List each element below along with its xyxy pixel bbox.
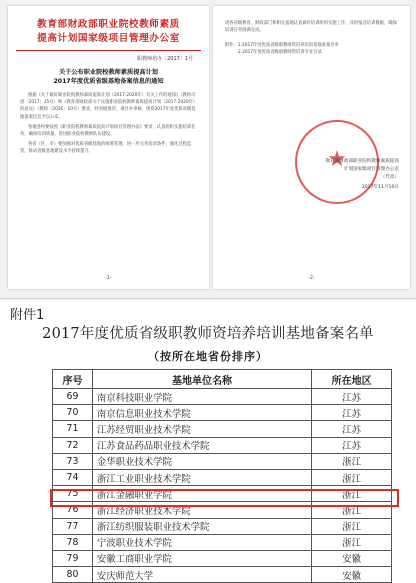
header-line-2: 提高计划国家级项目管理办公室 [37,33,180,44]
row-region: 江苏 [312,437,392,453]
row-region: 江苏 [312,405,392,421]
column-header-name: 基地单位名称 [92,370,311,389]
column-header-number: 序号 [53,370,93,389]
table-row [53,534,392,550]
row-number: 73 [53,453,93,469]
row-number: 70 [53,405,93,421]
row-name: 浙江金融职业学院 [92,486,311,502]
header-line-1: 教育部财政部职业院校教师素质 [37,19,180,30]
document-number: 职教师培办〔2017〕1号 [137,56,193,62]
table-row [53,389,392,405]
table-row [53,437,392,453]
row-number: 79 [53,550,93,566]
table-row [53,469,392,485]
row-region: 浙江 [312,534,392,550]
row-name: 浙江工业职业技术学院 [92,469,311,485]
row-region: 安徽 [312,550,392,566]
attachment-list [225,42,398,56]
table-row [53,421,392,437]
row-name: 浙江经济职业技术学院 [92,502,311,518]
notice-page-2 [213,6,410,289]
row-name: 南京科技职业学院 [92,389,311,405]
body-paragraph: 各地各校要按照《职业院校教师素质提高计划项目管理办法》要求，认真组织实施培训任务，确保培训质量，促进职业院校教师队伍建设。 [20,124,196,138]
signing-office-line-3: （代章） [380,175,399,180]
row-number: 78 [53,534,93,550]
row-region: 江苏 [312,421,392,437]
row-region: 浙江 [312,469,392,485]
issuing-office-header [8,18,209,46]
row-name: 浙江纺织服装职业技术学院 [92,518,311,534]
table-row [53,453,392,469]
body-paragraph: 各省（区、市）要加强对优质省级基地的统筹管理，进一步完善培训条件，强化过程监管，推动省级基地建设水平持续提升。 [20,142,192,155]
row-number: 71 [53,421,93,437]
sheet-title: 2017年度优质省级职教师资培养培训基地备案名单 [42,326,374,342]
signature-block [273,120,403,210]
table-row [53,518,392,534]
notice-body-continued [225,20,398,34]
section-divider [0,298,416,299]
row-region: 浙江 [312,502,392,518]
red-header-rule [16,50,201,51]
row-name: 宁波职业技术学院 [92,534,311,550]
row-region: 浙江 [312,453,392,469]
row-name: 安庆师范大学 [92,567,311,583]
base-roster-table [52,369,392,583]
row-number: 76 [53,502,93,518]
table-row [53,550,392,566]
body-paragraph: 根据《关于做好职业院校教师素质提高计划（2017-2020年）有关工作的通知》（教师司函〔2017〕35号）和《教育部财政部关于实施职业院校教师素质提高计划（2017-2020年）的意见》（教师〔2016〕10号）要求，经省级推荐、项目办审核，现将2017年度优质省级基地备案信息予以公布。 [20,93,196,120]
row-number: 74 [53,469,93,485]
signing-office-line-1: 教育部财政部职业院校教师素质提高 [325,159,399,164]
table-header-row [53,370,392,389]
column-header-region: 所在地区 [312,370,392,389]
notice-title-line-1: 关于公布职业院校教师素质提高计划 [59,69,158,76]
row-name: 江苏食品药品职业技术学院 [92,437,311,453]
notice-page-1 [8,6,209,289]
table-row [53,567,392,583]
signing-date: 2017年11月10日 [361,185,399,190]
body-paragraph: 请各省级教育、财政部门和相关基地认真做好培训组织实施工作，及时报送培训数据，确保培训任务圆满完成。 [225,21,397,34]
signing-office-line-2: 计划国家级项目管理办公室 [343,167,399,172]
row-region: 安徽 [312,567,392,583]
highlight-box [50,489,399,507]
notice-title [8,68,209,86]
notice-title-line-2: 2017年度优质省级基地备案信息的通知 [53,78,164,85]
row-number: 69 [53,389,93,405]
attachment-label: 附件1 [10,308,45,323]
row-name: 金华职业技术学院 [92,453,311,469]
row-name: 安徽工商职业学院 [92,550,311,566]
row-number: 75 [53,486,93,502]
row-region: 浙江 [312,518,392,534]
row-number: 80 [53,567,93,583]
attachment-item: 附件：1.2017年度优质省级职教师资培养培训基地备案名单 [225,43,339,49]
row-region: 浙江 [312,486,392,502]
row-name: 江苏经贸职业技术学院 [92,421,311,437]
row-region: 江苏 [312,389,392,405]
attachment-item: 2.2017年度优质省级职教师资培训专业目录 [238,50,322,56]
page-number: -2- [308,275,315,281]
row-number: 77 [53,518,93,534]
page-number: -1- [105,275,112,281]
notice-body [20,92,197,156]
row-name: 南京信息职业技术学院 [92,405,311,421]
sheet-subtitle: （按所在地省份排序） [148,350,268,363]
row-number: 72 [53,437,93,453]
table-row [53,405,392,421]
